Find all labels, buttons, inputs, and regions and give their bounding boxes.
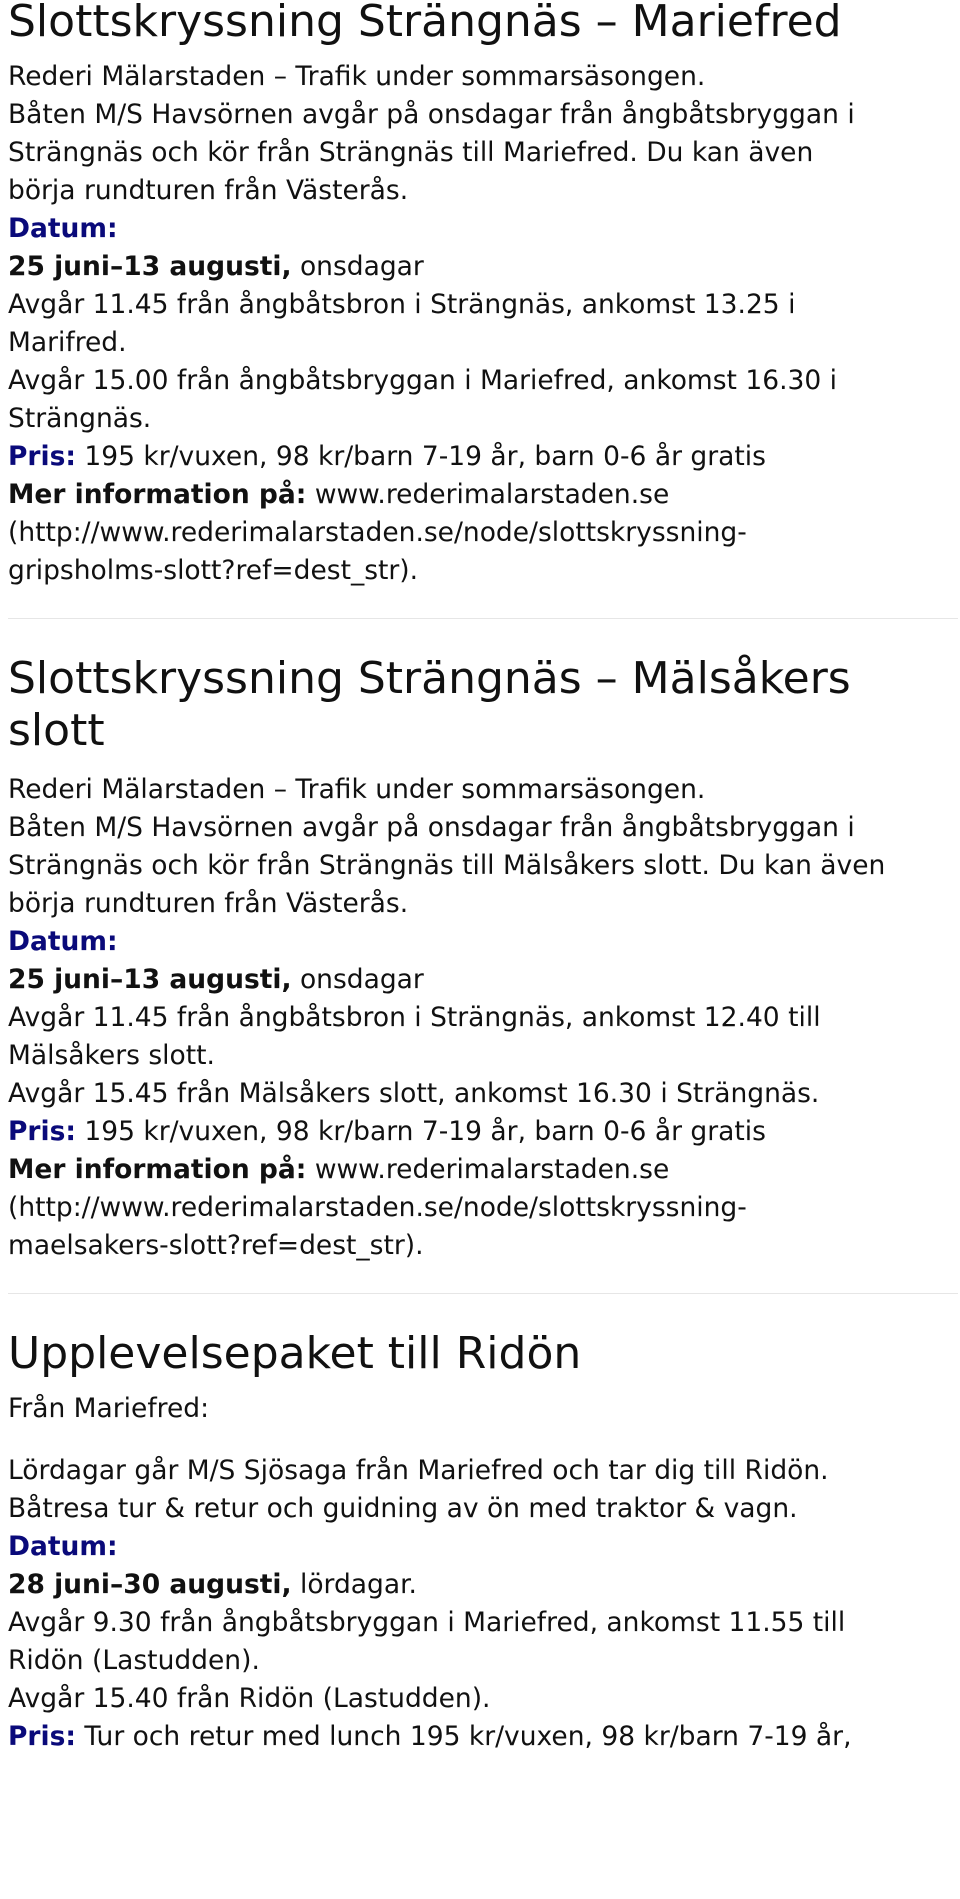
intro-line: Båten M/S Havsörnen avgår på onsdagar från ångbåtsbryggan i (8, 99, 855, 130)
intro-line: börja rundturen från Västerås. (8, 175, 409, 206)
date-line (8, 248, 960, 286)
intro-line: Båtresa tur & retur och guidning av ön med traktor & vagn. (8, 1493, 798, 1524)
date-weekday: onsdagar (291, 964, 424, 995)
section-title-line: Slottskryssning Strängnäs – Mälsåkers (8, 653, 851, 704)
intro-line: Rederi Mälarstaden – Trafik under sommarsäsongen. (8, 774, 706, 805)
date-range: 25 juni–13 augusti, (8, 964, 292, 995)
departure-line: Ridön (Lastudden). (8, 1645, 260, 1676)
price-line (8, 1718, 960, 1756)
url-line[interactable]: (http://www.rederimalarstaden.se/node/slottskryssning- (8, 517, 747, 548)
url-line[interactable]: gripsholms-slott?ref=dest_str). (8, 555, 419, 586)
price-label: Pris: (8, 441, 76, 472)
section-malsakers (8, 653, 960, 1265)
url-line[interactable]: maelsakers-slott?ref=dest_str). (8, 1230, 424, 1261)
date-line (8, 1566, 960, 1604)
from-label: Från Mariefred: (8, 1393, 210, 1424)
datum-label: Datum: (8, 926, 118, 957)
section-ridon (8, 1328, 960, 1756)
intro-line: Lördagar går M/S Sjösaga från Mariefred och tar dig till Ridön. (8, 1455, 829, 1486)
price-text: 195 kr/vuxen, 98 kr/barn 7-19 år, barn 0-6 år gratis (75, 1116, 766, 1147)
section-title: Upplevelsepaket till Ridön (8, 1328, 582, 1379)
website-link[interactable]: www.rederimalarstaden.se (306, 1154, 670, 1185)
date-range: 28 juni–30 augusti, (8, 1569, 292, 1600)
departure-line: Avgår 9.30 från ångbåtsbryggan i Mariefred, ankomst 11.55 till (8, 1607, 846, 1638)
price-label: Pris: (8, 1721, 76, 1752)
datum-label: Datum: (8, 213, 118, 244)
intro-line: Båten M/S Havsörnen avgår på onsdagar från ångbåtsbryggan i (8, 812, 855, 843)
departure-line: Strängnäs. (8, 403, 152, 434)
departure-line: Avgår 15.45 från Mälsåkers slott, ankomst 16.30 i Strängnäs. (8, 1078, 820, 1109)
info-label: Mer information på: (8, 479, 307, 510)
departure-line: Avgår 11.45 från ångbåtsbron i Strängnäs, ankomst 12.40 till (8, 1002, 821, 1033)
url-line[interactable]: (http://www.rederimalarstaden.se/node/slottskryssning- (8, 1192, 747, 1223)
date-weekday: lördagar. (291, 1569, 417, 1600)
departure-line: Avgår 11.45 från ångbåtsbron i Strängnäs, ankomst 13.25 i (8, 289, 796, 320)
info-line (8, 476, 960, 514)
section-title-line: slott (8, 705, 105, 756)
price-text: Tur och retur med lunch 195 kr/vuxen, 98 kr/barn 7-19 år, (75, 1721, 852, 1752)
date-line (8, 961, 960, 999)
price-text: 195 kr/vuxen, 98 kr/barn 7-19 år, barn 0-6 år gratis (75, 441, 766, 472)
departure-line: Mälsåkers slott. (8, 1040, 215, 1071)
departure-line: Marifred. (8, 327, 127, 358)
intro-line: Strängnäs och kör från Strängnäs till Mariefred. Du kan även (8, 137, 814, 168)
price-line (8, 1113, 960, 1151)
info-label: Mer information på: (8, 1154, 307, 1185)
intro-line: Rederi Mälarstaden – Trafik under sommarsäsongen. (8, 61, 706, 92)
date-weekday: onsdagar (291, 251, 424, 282)
price-label: Pris: (8, 1116, 76, 1147)
datum-label: Datum: (8, 1531, 118, 1562)
section-mariefred (8, 0, 960, 590)
section-title: Slottskryssning Strängnäs – Mariefred (8, 0, 842, 47)
intro-line: Strängnäs och kör från Strängnäs till Mälsåkers slott. Du kan även (8, 850, 886, 881)
price-line (8, 438, 960, 476)
website-link[interactable]: www.rederimalarstaden.se (306, 479, 670, 510)
info-line (8, 1151, 960, 1189)
departure-line: Avgår 15.40 från Ridön (Lastudden). (8, 1683, 491, 1714)
departure-line: Avgår 15.00 från ångbåtsbryggan i Mariefred, ankomst 16.30 i (8, 365, 838, 396)
date-range: 25 juni–13 augusti, (8, 251, 292, 282)
intro-line: börja rundturen från Västerås. (8, 888, 409, 919)
